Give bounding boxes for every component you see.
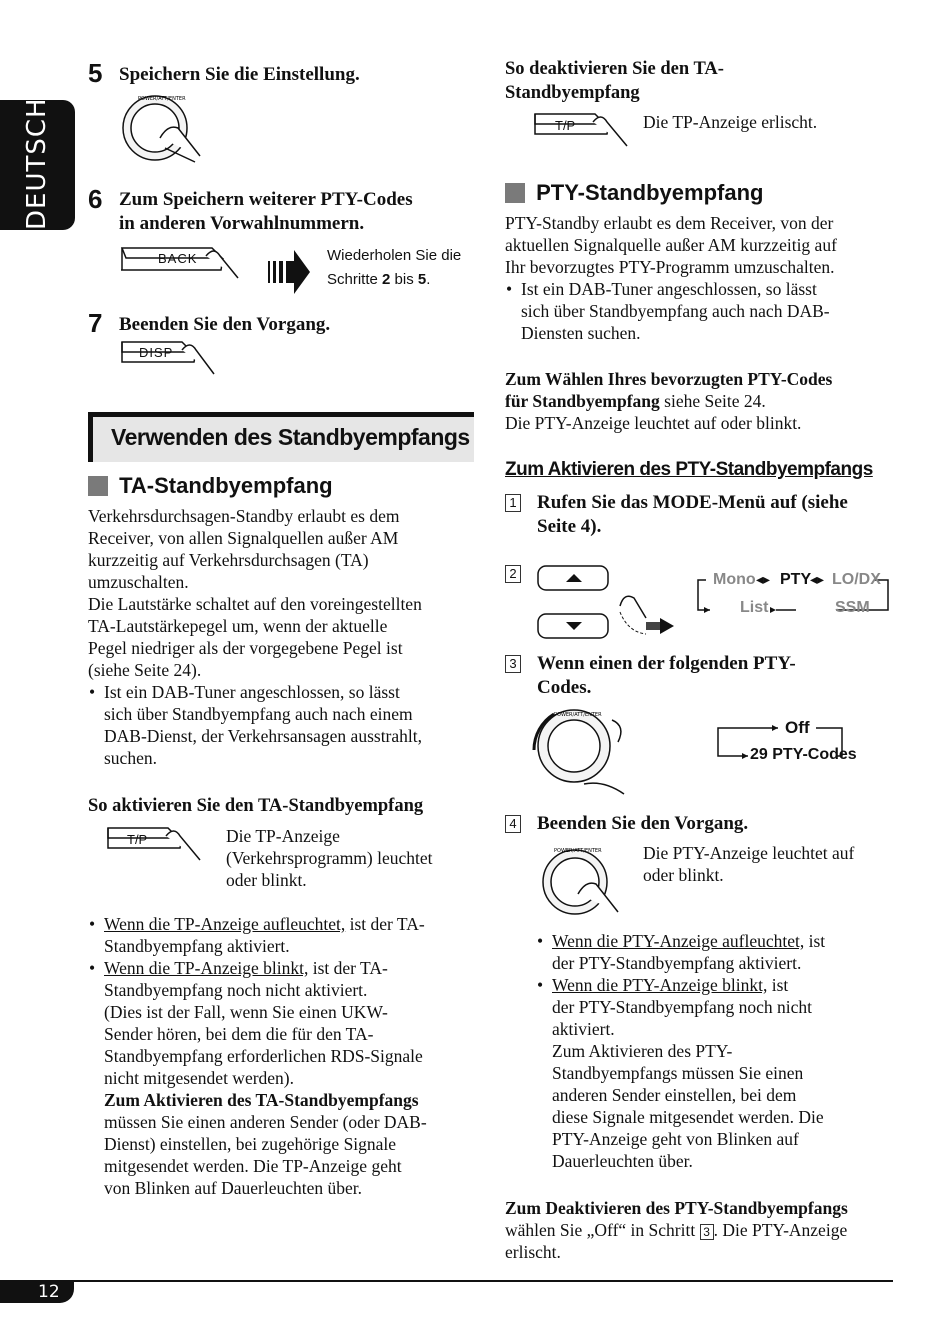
language-tab-label: DEUTSCH bbox=[22, 97, 52, 230]
activate-ta-result: Die TP-Anzeige (Verkehrsprogramm) leuchtet oder blinkt. bbox=[226, 826, 433, 890]
back-button-illustration bbox=[118, 242, 243, 292]
ta-active-bullet: • Wenn die TP-Anzeige aufleuchtet, ist der TA- Standbyempfang aktiviert. bbox=[104, 913, 478, 957]
knob-press-illustration bbox=[110, 88, 210, 168]
section-marker-icon-2 bbox=[505, 183, 525, 203]
deactivate-ta-heading: So deaktivieren Sie den TA- Standbyempfang bbox=[505, 59, 724, 103]
step-number-3: 3 bbox=[505, 655, 521, 673]
back-button-label: BACK bbox=[158, 251, 198, 266]
up-down-buttons-illustration bbox=[534, 562, 684, 644]
mode-item-mono: Mono bbox=[713, 571, 756, 588]
pty-active-bullet: • Wenn die PTY-Anzeige aufleuchtet, ist der PTY-Standbyempfang aktiviert. bbox=[552, 930, 896, 974]
step-ref-3: 3 bbox=[700, 1224, 714, 1240]
ta-paragraph: Verkehrsdurchsagen-Standby erlaubt es dem Receiver, von allen Signalquellen außer AM kurzzeitig auf Verkehrsdurchsagen (TA) umzuschalten. Die Lautstärke schaltet auf den voreingestellten TA-Lautstärkepegel um, wenn der aktuelle Pegel niedriger als der vorgegebene Pegel ist (siehe Seite 24). • Ist ein DAB-Tuner angeschlossen, so lässt sich über Standbyempfang auch nach einem DAB-Dienst, der Verkehrsansagen ausstrahlt, suchen. bbox=[88, 505, 478, 769]
step-number-5: 5 bbox=[88, 58, 103, 88]
repeat-arrow-icon bbox=[268, 248, 313, 298]
step-4-text: Beenden Sie den Vorgang. bbox=[537, 813, 749, 834]
choose-pty-note: Zum Wählen Ihres bevorzugten PTY-Codes für Standbyempfang siehe Seite 24. Die PTY-Anzeige leuchtet auf oder blinkt. bbox=[505, 369, 833, 433]
page-number-tab bbox=[0, 1282, 74, 1303]
mode-arrow-1: ◂▸ bbox=[756, 571, 771, 587]
pty-status-bullets bbox=[536, 930, 896, 1172]
tp-button-illustration bbox=[104, 822, 214, 872]
ta-dab-bullet: • Ist ein DAB-Tuner angeschlossen, so lässt sich über Standbyempfang auch nach einem DAB-Dienst, der Verkehrsansagen ausstrahlt, suchen. bbox=[104, 681, 478, 769]
step-number-6: 6 bbox=[88, 184, 103, 214]
mode-item-list: List bbox=[740, 599, 769, 616]
activate-pty-heading: Zum Aktivieren des PTY-Standbyempfangs bbox=[505, 459, 873, 480]
ta-blink-bullet: • Wenn die TP-Anzeige blinkt, ist der TA- Standbyempfang noch nicht aktiviert. (Dies ist der Fall, wenn Sie einen UKW- Sender hören, bei dem die für den TA- Standbyempfang erforderlichen RDS-Signale nicht mitgesendet werden). Zum Aktivieren des TA-Standbyempfangs müssen Sie einen anderen Sender (oder DAB- Dienst) einstellen, bei zugehörige Signale mitgesendet werden. Die TP-Anzeige geht von Blinken auf Dauerleuchten über. bbox=[104, 957, 478, 1199]
activate-ta-heading: So aktivieren Sie den TA-Standbyempfang bbox=[88, 796, 424, 816]
step-4-note: Die PTY-Anzeige leuchtet auf oder blinkt. bbox=[643, 843, 855, 885]
step-5-text: Speichern Sie die Einstellung. bbox=[119, 64, 360, 85]
ta-status-bullets bbox=[88, 913, 478, 1199]
svg-text:POWER/ATT/ENTER: POWER/ATT/ENTER bbox=[554, 848, 602, 854]
section-heading: Verwenden des Standbyempfangs bbox=[111, 424, 470, 450]
pty-option-codes: 29 PTY-Codes bbox=[750, 746, 857, 763]
pty-option-off: Off bbox=[785, 718, 810, 737]
section-marker-icon bbox=[88, 476, 108, 496]
mode-item-pty: PTY bbox=[780, 571, 812, 588]
disp-button-label: DISP bbox=[139, 345, 174, 360]
knob-press-illustration-2 bbox=[530, 840, 630, 920]
svg-text:POWER/ATT/ENTER: POWER/ATT/ENTER bbox=[554, 712, 602, 718]
tp-button-label: T/P bbox=[127, 832, 148, 847]
step-6-line2: in anderen Vorwahlnummern. bbox=[119, 213, 365, 234]
mode-item-ssm: SSM bbox=[835, 599, 870, 616]
tp-button-illustration-2 bbox=[531, 108, 641, 158]
step-1-text: Rufen Sie das MODE-Menü auf (siehe Seite 4). bbox=[537, 492, 848, 537]
pty-paragraph: PTY-Standby erlaubt es dem Receiver, von der aktuellen Signalquelle außer AM kurzzeitig auf Ihr bevorzugtes PTY-Programm umzuschalten. • Ist ein DAB-Tuner angeschlossen, so lässt sich über Standbyempfang auch nach DAB- Diensten suchen. bbox=[505, 212, 905, 344]
step-6-line1: Zum Speichern weiterer PTY-Codes bbox=[119, 189, 413, 210]
step-number-1: 1 bbox=[505, 494, 521, 512]
step-number-2: 2 bbox=[505, 565, 521, 583]
deactivate-ta-result: Die TP-Anzeige erlischt. bbox=[643, 112, 818, 132]
footer-rule bbox=[0, 1280, 893, 1282]
repeat-note-line2: Schritte 2 bis 5. bbox=[327, 271, 431, 288]
knob-turn-illustration bbox=[526, 700, 646, 800]
mode-arrow-2: ◂▸ bbox=[810, 571, 825, 587]
repeat-note-line1: Wiederholen Sie die bbox=[327, 247, 462, 264]
ta-heading: TA-Standbyempfang bbox=[88, 473, 333, 499]
page-number: 12 bbox=[38, 1282, 60, 1302]
step-number-7: 7 bbox=[88, 308, 103, 338]
step-7-text: Beenden Sie den Vorgang. bbox=[119, 314, 331, 335]
deactivate-pty-note: Zum Deaktivieren des PTY-Standbyempfangs wählen Sie „Off“ in Schritt 3 . Die PTY-Anzeige erlischt. bbox=[505, 1198, 848, 1262]
pty-dab-bullet: • Ist ein DAB-Tuner angeschlossen, so lässt sich über Standbyempfang auch nach DAB- Diensten suchen. bbox=[521, 278, 905, 344]
pty-blink-bullet: • Wenn die PTY-Anzeige blinkt, ist der PTY-Standbyempfang noch nicht aktiviert. Zum Aktivieren des PTY- Standbyempfangs müssen Sie einen anderen Sender einstellen, bei dem diese Signale mitgesendet werden. Die PTY-Anzeige geht von Blinken auf Dauerleuchten über. bbox=[552, 974, 896, 1172]
pty-heading: PTY-Standbyempfang bbox=[505, 180, 763, 206]
svg-text:POWER/ATT/ENTER: POWER/ATT/ENTER bbox=[138, 96, 186, 102]
step-number-4: 4 bbox=[505, 815, 521, 833]
step-3-text: Wenn einen der folgenden PTY- Codes. bbox=[537, 653, 796, 698]
mode-item-lodx: LO/DX bbox=[832, 571, 881, 588]
tp-button-label-2: T/P bbox=[555, 118, 576, 133]
